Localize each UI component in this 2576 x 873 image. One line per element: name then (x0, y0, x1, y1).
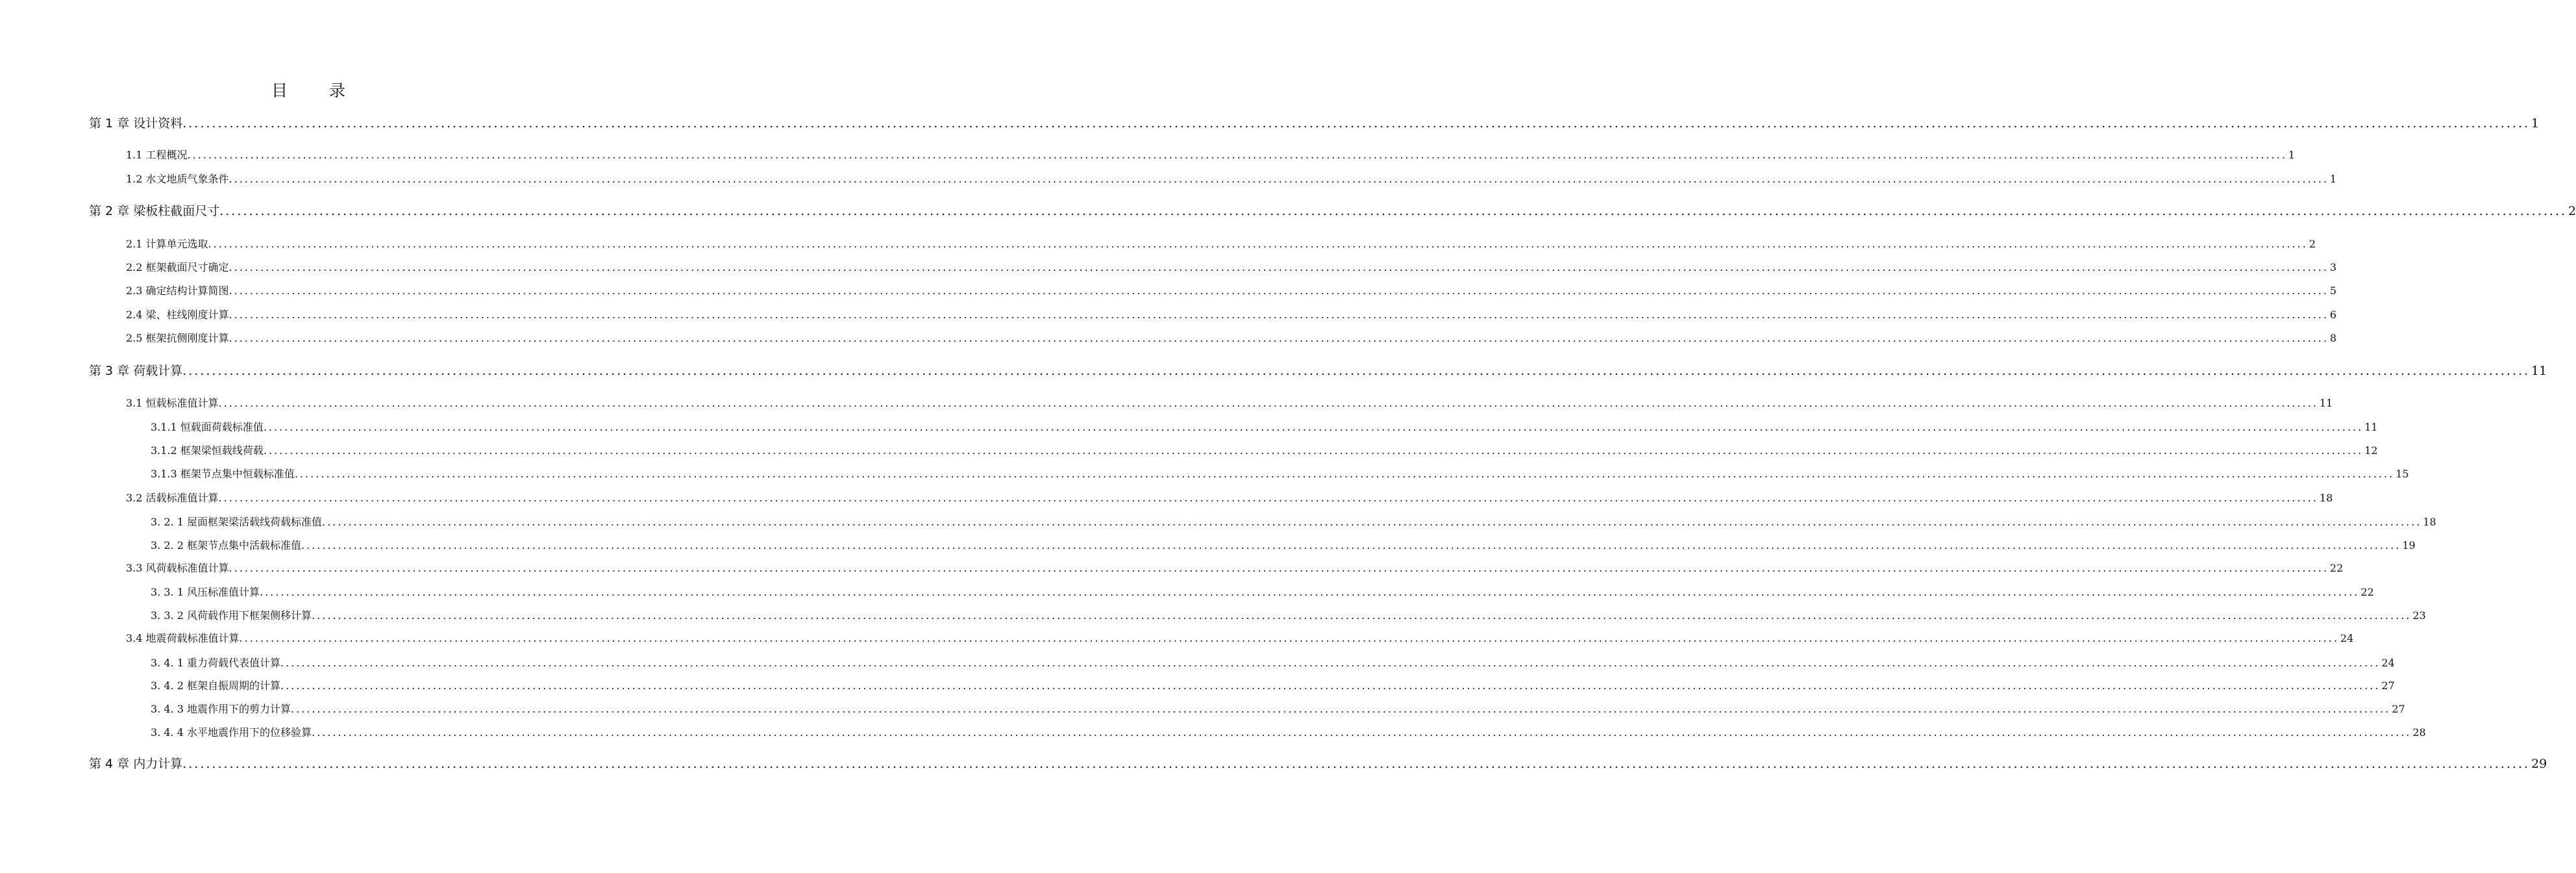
toc-entry-label: 1.2 水文地质气象条件 (126, 173, 229, 185)
toc-page-number: 23 (2412, 609, 2426, 622)
toc-page-number: 22 (2360, 586, 2374, 598)
toc-entry-label: 3. 4. 2 框架自振周期的计算 (151, 679, 280, 692)
toc-page-number: 15 (2396, 468, 2409, 480)
toc-page-number: 2 (2309, 238, 2316, 250)
toc-page-number: 11 (2319, 397, 2333, 409)
toc-subsection-entry[interactable] (151, 725, 2426, 740)
dot-leader: ................................................................................................................................................................................................................................................................................................................................................................................................................ (219, 204, 2568, 218)
toc-subsection-entry[interactable] (151, 608, 2426, 624)
toc-entry-label: 3.1.1 恒载面荷载标准值 (151, 421, 264, 433)
toc-page-number: 24 (2381, 657, 2395, 669)
toc-entry-label: 3.4 地震荷载标准值计算 (126, 632, 240, 644)
toc-entry-label: 3. 3. 2 风荷载作用下框架侧移计算 (151, 609, 312, 622)
toc-entry-label: 第 2 章 梁板柱截面尺寸 (89, 204, 220, 218)
dot-leader: ................................................................................................................................................................................................................................................................................................................................................................................................................ (301, 539, 2401, 551)
dot-leader: ................................................................................................................................................................................................................................................................................................................................................................................................................ (294, 468, 2395, 480)
toc-page-number: 5 (2329, 285, 2337, 297)
toc-chapter-entry[interactable] (89, 755, 2547, 773)
toc-page-number: 19 (2402, 539, 2416, 551)
toc-subsection-entry[interactable] (151, 655, 2395, 671)
toc-page-number: 12 (2364, 444, 2378, 457)
toc-section-entry[interactable] (126, 490, 2333, 506)
toc-entry-label: 第 1 章 设计资料 (89, 116, 183, 131)
dot-leader: ................................................................................................................................................................................................................................................................................................................................................................................................................ (208, 238, 2308, 250)
toc-page-number: 2 (2568, 204, 2576, 218)
toc-section-entry[interactable] (126, 283, 2337, 299)
toc-chapter-entry[interactable] (89, 114, 2540, 133)
toc-chapter-entry[interactable] (89, 362, 2547, 380)
toc-entry-label: 1.1 工程概况 (126, 149, 188, 161)
toc-page-number: 3 (2329, 261, 2337, 273)
toc-entry-label: 3. 2. 2 框架节点集中活载标准值 (151, 539, 301, 551)
toc-entry-label: 3.2 活载标准值计算 (126, 492, 219, 504)
toc-entry-label: 第 4 章 内力计算 (89, 757, 183, 771)
dot-leader: ................................................................................................................................................................................................................................................................................................................................................................................................................ (182, 364, 2531, 378)
toc-page-number: 18 (2423, 516, 2436, 528)
toc-entry-label: 3.1.2 框架梁恒载线荷载 (151, 444, 264, 457)
toc-entry-label: 3.3 风荷载标准值计算 (126, 562, 229, 574)
toc-section-entry[interactable] (126, 171, 2337, 187)
toc-entry-label: 3.1.3 框架节点集中恒载标准值 (151, 468, 295, 480)
toc-subsection-entry[interactable] (151, 585, 2374, 600)
toc-page-number: 24 (2340, 632, 2354, 644)
toc-page-number: 1 (2288, 149, 2296, 161)
toc-page-number: 27 (2392, 703, 2405, 715)
dot-leader: ................................................................................................................................................................................................................................................................................................................................................................................................................ (311, 726, 2412, 739)
toc-page-number: 28 (2412, 726, 2426, 739)
toc-section-entry[interactable] (126, 396, 2333, 411)
dot-leader: ................................................................................................................................................................................................................................................................................................................................................................................................................ (229, 173, 2329, 185)
toc-page-number: 8 (2329, 332, 2337, 344)
toc-page-number: 11 (2364, 421, 2378, 433)
toc-entry-label: 第 3 章 荷载计算 (89, 364, 183, 378)
toc-subsection-entry[interactable] (151, 702, 2405, 717)
toc-section-entry[interactable] (126, 236, 2316, 252)
toc-entry-label: 3. 4. 3 地震作用下的剪力计算 (151, 703, 291, 715)
toc-section-entry[interactable] (126, 147, 2296, 163)
dot-leader: ................................................................................................................................................................................................................................................................................................................................................................................................................ (229, 562, 2329, 574)
toc-entry-label: 3.1 恒载标准值计算 (126, 397, 219, 409)
dot-leader: ................................................................................................................................................................................................................................................................................................................................................................................................................ (229, 261, 2329, 273)
toc-entry-label: 2.5 框架抗侧刚度计算 (126, 332, 229, 344)
toc-section-entry[interactable] (126, 260, 2337, 275)
dot-leader: ................................................................................................................................................................................................................................................................................................................................................................................................................ (187, 149, 2287, 161)
dot-leader: ................................................................................................................................................................................................................................................................................................................................................................................................................ (229, 332, 2329, 344)
dot-leader: ................................................................................................................................................................................................................................................................................................................................................................................................................ (259, 586, 2360, 598)
toc-entry-label: 3. 4. 1 重力荷载代表值计算 (151, 657, 280, 669)
dot-leader: ................................................................................................................................................................................................................................................................................................................................................................................................................ (321, 516, 2422, 528)
toc-page-number: 27 (2381, 679, 2395, 692)
dot-leader: ................................................................................................................................................................................................................................................................................................................................................................................................................ (280, 657, 2381, 669)
toc-entry-label: 2.4 梁、柱线刚度计算 (126, 309, 229, 321)
toc-subsection-entry[interactable] (151, 420, 2378, 435)
toc-entry-label: 3. 3. 1 风压标准值计算 (151, 586, 260, 598)
toc-subsection-entry[interactable] (151, 514, 2436, 530)
toc-subsection-entry[interactable] (151, 678, 2395, 694)
dot-leader: ................................................................................................................................................................................................................................................................................................................................................................................................................ (229, 309, 2329, 321)
toc-entry-label: 3. 2. 1 屋面框架梁活载线荷载标准值 (151, 516, 322, 528)
toc-entry-label: 3. 4. 4 水平地震作用下的位移验算 (151, 726, 312, 739)
toc-subsection-entry[interactable] (151, 443, 2378, 459)
toc-title: 目 录 (271, 81, 364, 100)
dot-leader: ................................................................................................................................................................................................................................................................................................................................................................................................................ (311, 609, 2412, 622)
toc-entry-label: 2.3 确定结构计算简图 (126, 285, 229, 297)
dot-leader: ................................................................................................................................................................................................................................................................................................................................................................................................................ (182, 757, 2531, 771)
dot-leader: ................................................................................................................................................................................................................................................................................................................................................................................................................ (218, 492, 2318, 504)
toc-section-entry[interactable] (126, 307, 2337, 323)
toc-entry-label: 2.2 框架截面尺寸确定 (126, 261, 229, 273)
dot-leader: ................................................................................................................................................................................................................................................................................................................................................................................................................ (263, 444, 2364, 457)
toc-page-number: 18 (2319, 492, 2333, 504)
toc-section-entry[interactable] (126, 631, 2354, 646)
toc-page-number: 29 (2531, 757, 2547, 771)
toc-section-entry[interactable] (126, 331, 2337, 346)
toc-entry-label: 2.1 计算单元选取 (126, 238, 208, 250)
dot-leader: ................................................................................................................................................................................................................................................................................................................................................................................................................ (218, 397, 2318, 409)
dot-leader: ................................................................................................................................................................................................................................................................................................................................................................................................................ (290, 703, 2391, 715)
toc-section-entry[interactable] (126, 561, 2344, 576)
toc-page-number: 1 (2531, 116, 2540, 131)
dot-leader: ................................................................................................................................................................................................................................................................................................................................................................................................................ (182, 116, 2531, 131)
dot-leader: ................................................................................................................................................................................................................................................................................................................................................................................................................ (263, 421, 2364, 433)
toc-subsection-entry[interactable] (151, 466, 2409, 482)
dot-leader: ................................................................................................................................................................................................................................................................................................................................................................................................................ (239, 632, 2339, 644)
toc-page-number: 6 (2329, 309, 2337, 321)
toc-page-number: 11 (2531, 364, 2547, 378)
toc-page-number: 1 (2329, 173, 2337, 185)
toc-chapter-entry[interactable] (89, 202, 2576, 220)
toc-subsection-entry[interactable] (151, 538, 2416, 553)
dot-leader: ................................................................................................................................................................................................................................................................................................................................................................................................................ (229, 285, 2329, 297)
dot-leader: ................................................................................................................................................................................................................................................................................................................................................................................................................ (280, 679, 2381, 692)
toc-page-number: 22 (2329, 562, 2344, 574)
